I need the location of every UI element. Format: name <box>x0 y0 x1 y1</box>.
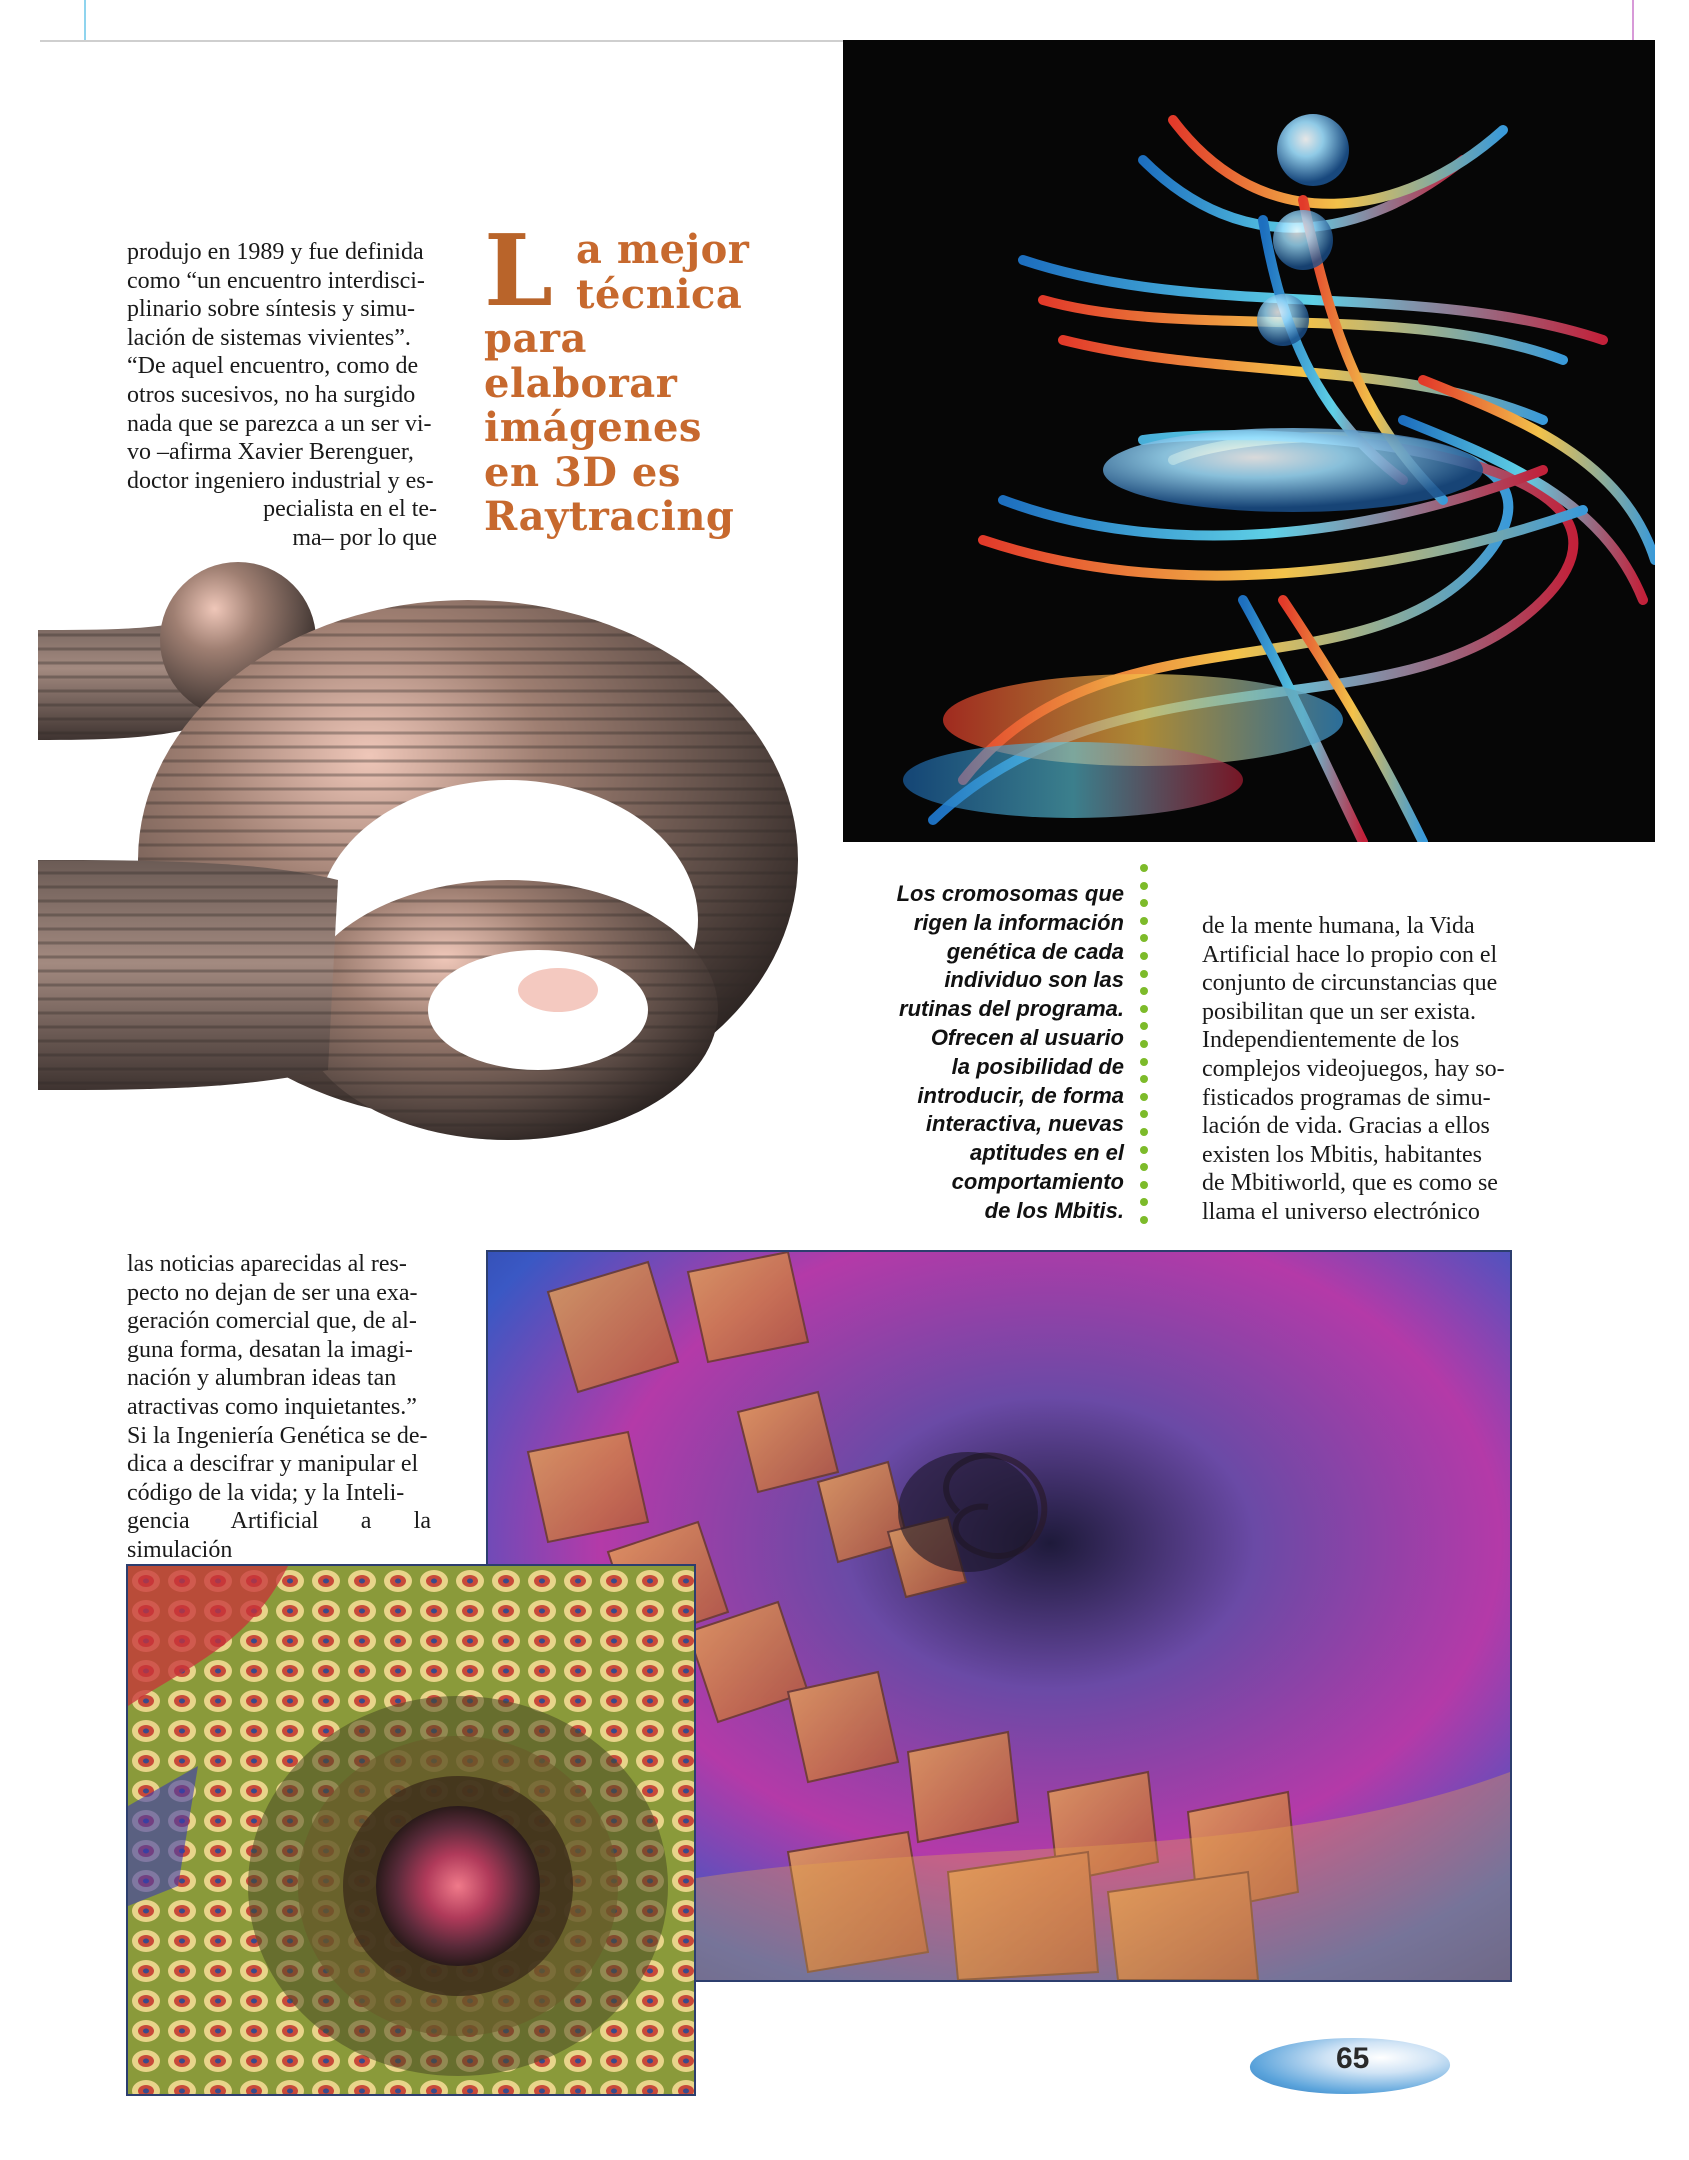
dot <box>1140 882 1148 890</box>
headline-line: para <box>484 315 587 362</box>
text-line: existen los Mbitis, habitantes <box>1202 1141 1482 1168</box>
text-line: Artificial hace lo propio con el <box>1202 941 1498 968</box>
headline <box>484 214 784 540</box>
caption-line: comportamiento <box>951 1168 1124 1194</box>
caption-line: individuo son las <box>944 967 1124 993</box>
caption-line: la posibilidad de <box>951 1053 1124 1079</box>
caption-line: rigen la información <box>913 909 1124 935</box>
image-caption <box>862 880 1124 1226</box>
tunnel-pattern-graphic <box>128 1566 694 2094</box>
dot <box>1140 1110 1148 1118</box>
dot <box>1140 899 1148 907</box>
page-number: 65 <box>1336 2042 1370 2075</box>
helix-render-graphic <box>843 40 1655 842</box>
text-line: lación de vida. Gracias a ellos <box>1202 1113 1490 1140</box>
caption-line: Ofrecen al usuario <box>930 1024 1124 1050</box>
text-line: ma– por lo que <box>292 524 437 551</box>
text-line: lación de sistemas vivientes”. <box>127 324 411 351</box>
headline-line: Raytracing <box>484 493 735 540</box>
text-line: llama el universo electrónico <box>1202 1198 1480 1225</box>
text-line: atractivas como inquietantes.” <box>127 1393 417 1420</box>
text-line: dica a descifrar y manipular el <box>127 1451 419 1478</box>
text-line: produjo en 1989 y fue definida <box>127 239 424 265</box>
headline-line: elaborar <box>484 359 678 407</box>
column-left-top <box>127 238 437 553</box>
dot <box>1140 1058 1148 1066</box>
text-line: código de la vida; y la Inteli- <box>127 1479 405 1506</box>
caption-line: aptitudes en el <box>969 1140 1124 1166</box>
dot <box>1140 1005 1148 1013</box>
headline-line: a mejor <box>576 226 750 273</box>
text-line: conjunto de circunstancias que <box>1202 970 1498 997</box>
text-line: pecto no dejan de ser una exa- <box>127 1279 418 1306</box>
text-line: nación y alumbran ideas tan <box>127 1365 397 1392</box>
text-line: plinario sobre síntesis y simu- <box>127 296 415 323</box>
caption-line: introducir, de forma <box>917 1082 1124 1108</box>
dot <box>1140 1093 1148 1101</box>
dot <box>1140 1040 1148 1048</box>
headline-line: técnica <box>576 270 743 318</box>
column-right <box>1202 912 1510 1227</box>
caption-line: interactiva, nuevas <box>925 1111 1124 1137</box>
registration-mark-right <box>1632 0 1634 40</box>
dot <box>1140 864 1148 872</box>
tunnel-pattern-image <box>126 1564 696 2096</box>
text-line: vo –afirma Xavier Berenguer, <box>127 439 414 466</box>
caption-line: genética de cada <box>946 938 1124 964</box>
helix-render-image <box>843 40 1655 842</box>
headline-line: imágenes <box>484 404 702 451</box>
dot <box>1140 1181 1148 1189</box>
text-line: fisticados programas de simu- <box>1202 1084 1491 1111</box>
text-line: gencia Artificial a la simulación <box>127 1508 431 1563</box>
dot <box>1140 1198 1148 1206</box>
dot <box>1140 934 1148 942</box>
dot <box>1140 1146 1148 1154</box>
text-line: “De aquel encuentro, como de <box>127 353 419 380</box>
text-line: Independientemente de los <box>1202 1027 1460 1054</box>
dot <box>1140 952 1148 960</box>
headline-line: en 3D es <box>484 448 681 496</box>
text-line: otros sucesivos, no ha surgido <box>127 381 416 408</box>
text-line: nada que se parezca a un ser vi- <box>127 410 432 437</box>
dot <box>1140 1216 1148 1224</box>
caption-line: rutinas del programa. <box>899 996 1124 1022</box>
text-line: doctor ingeniero industrial y es- <box>127 467 434 494</box>
dot <box>1140 1128 1148 1136</box>
column-left-bottom <box>127 1250 431 1565</box>
dot <box>1140 1075 1148 1083</box>
registration-mark-left <box>84 0 86 40</box>
caption-line: Los cromosomas que <box>896 881 1124 906</box>
dot <box>1140 987 1148 995</box>
text-line: complejos videojuegos, hay so- <box>1202 1055 1505 1082</box>
torus-render-image <box>38 530 798 1230</box>
text-line: posibilitan que un ser exista. <box>1202 998 1476 1025</box>
headline-dropcap: L <box>484 214 554 329</box>
dot <box>1140 1163 1148 1171</box>
text-line: guna forma, desatan la imagi- <box>127 1336 413 1363</box>
caption-line: de los Mbitis. <box>984 1197 1124 1223</box>
caption-dotted-rule <box>1139 864 1149 1224</box>
text-line: Si la Ingeniería Genética se de- <box>127 1422 428 1449</box>
text-line: geración comercial que, de al- <box>127 1308 417 1335</box>
torus-render-graphic <box>38 530 798 1230</box>
text-line: como “un encuentro interdisci- <box>127 267 425 294</box>
text-line: de la mente humana, la Vida <box>1202 913 1475 939</box>
text-line: las noticias aparecidas al res- <box>127 1251 407 1277</box>
dot <box>1140 917 1148 925</box>
dot <box>1140 1022 1148 1030</box>
dot <box>1140 970 1148 978</box>
text-line: pecialista en el te- <box>263 496 437 523</box>
text-line: de Mbitiworld, que es como se <box>1202 1170 1498 1197</box>
page-number-badge <box>1250 2026 1460 2108</box>
